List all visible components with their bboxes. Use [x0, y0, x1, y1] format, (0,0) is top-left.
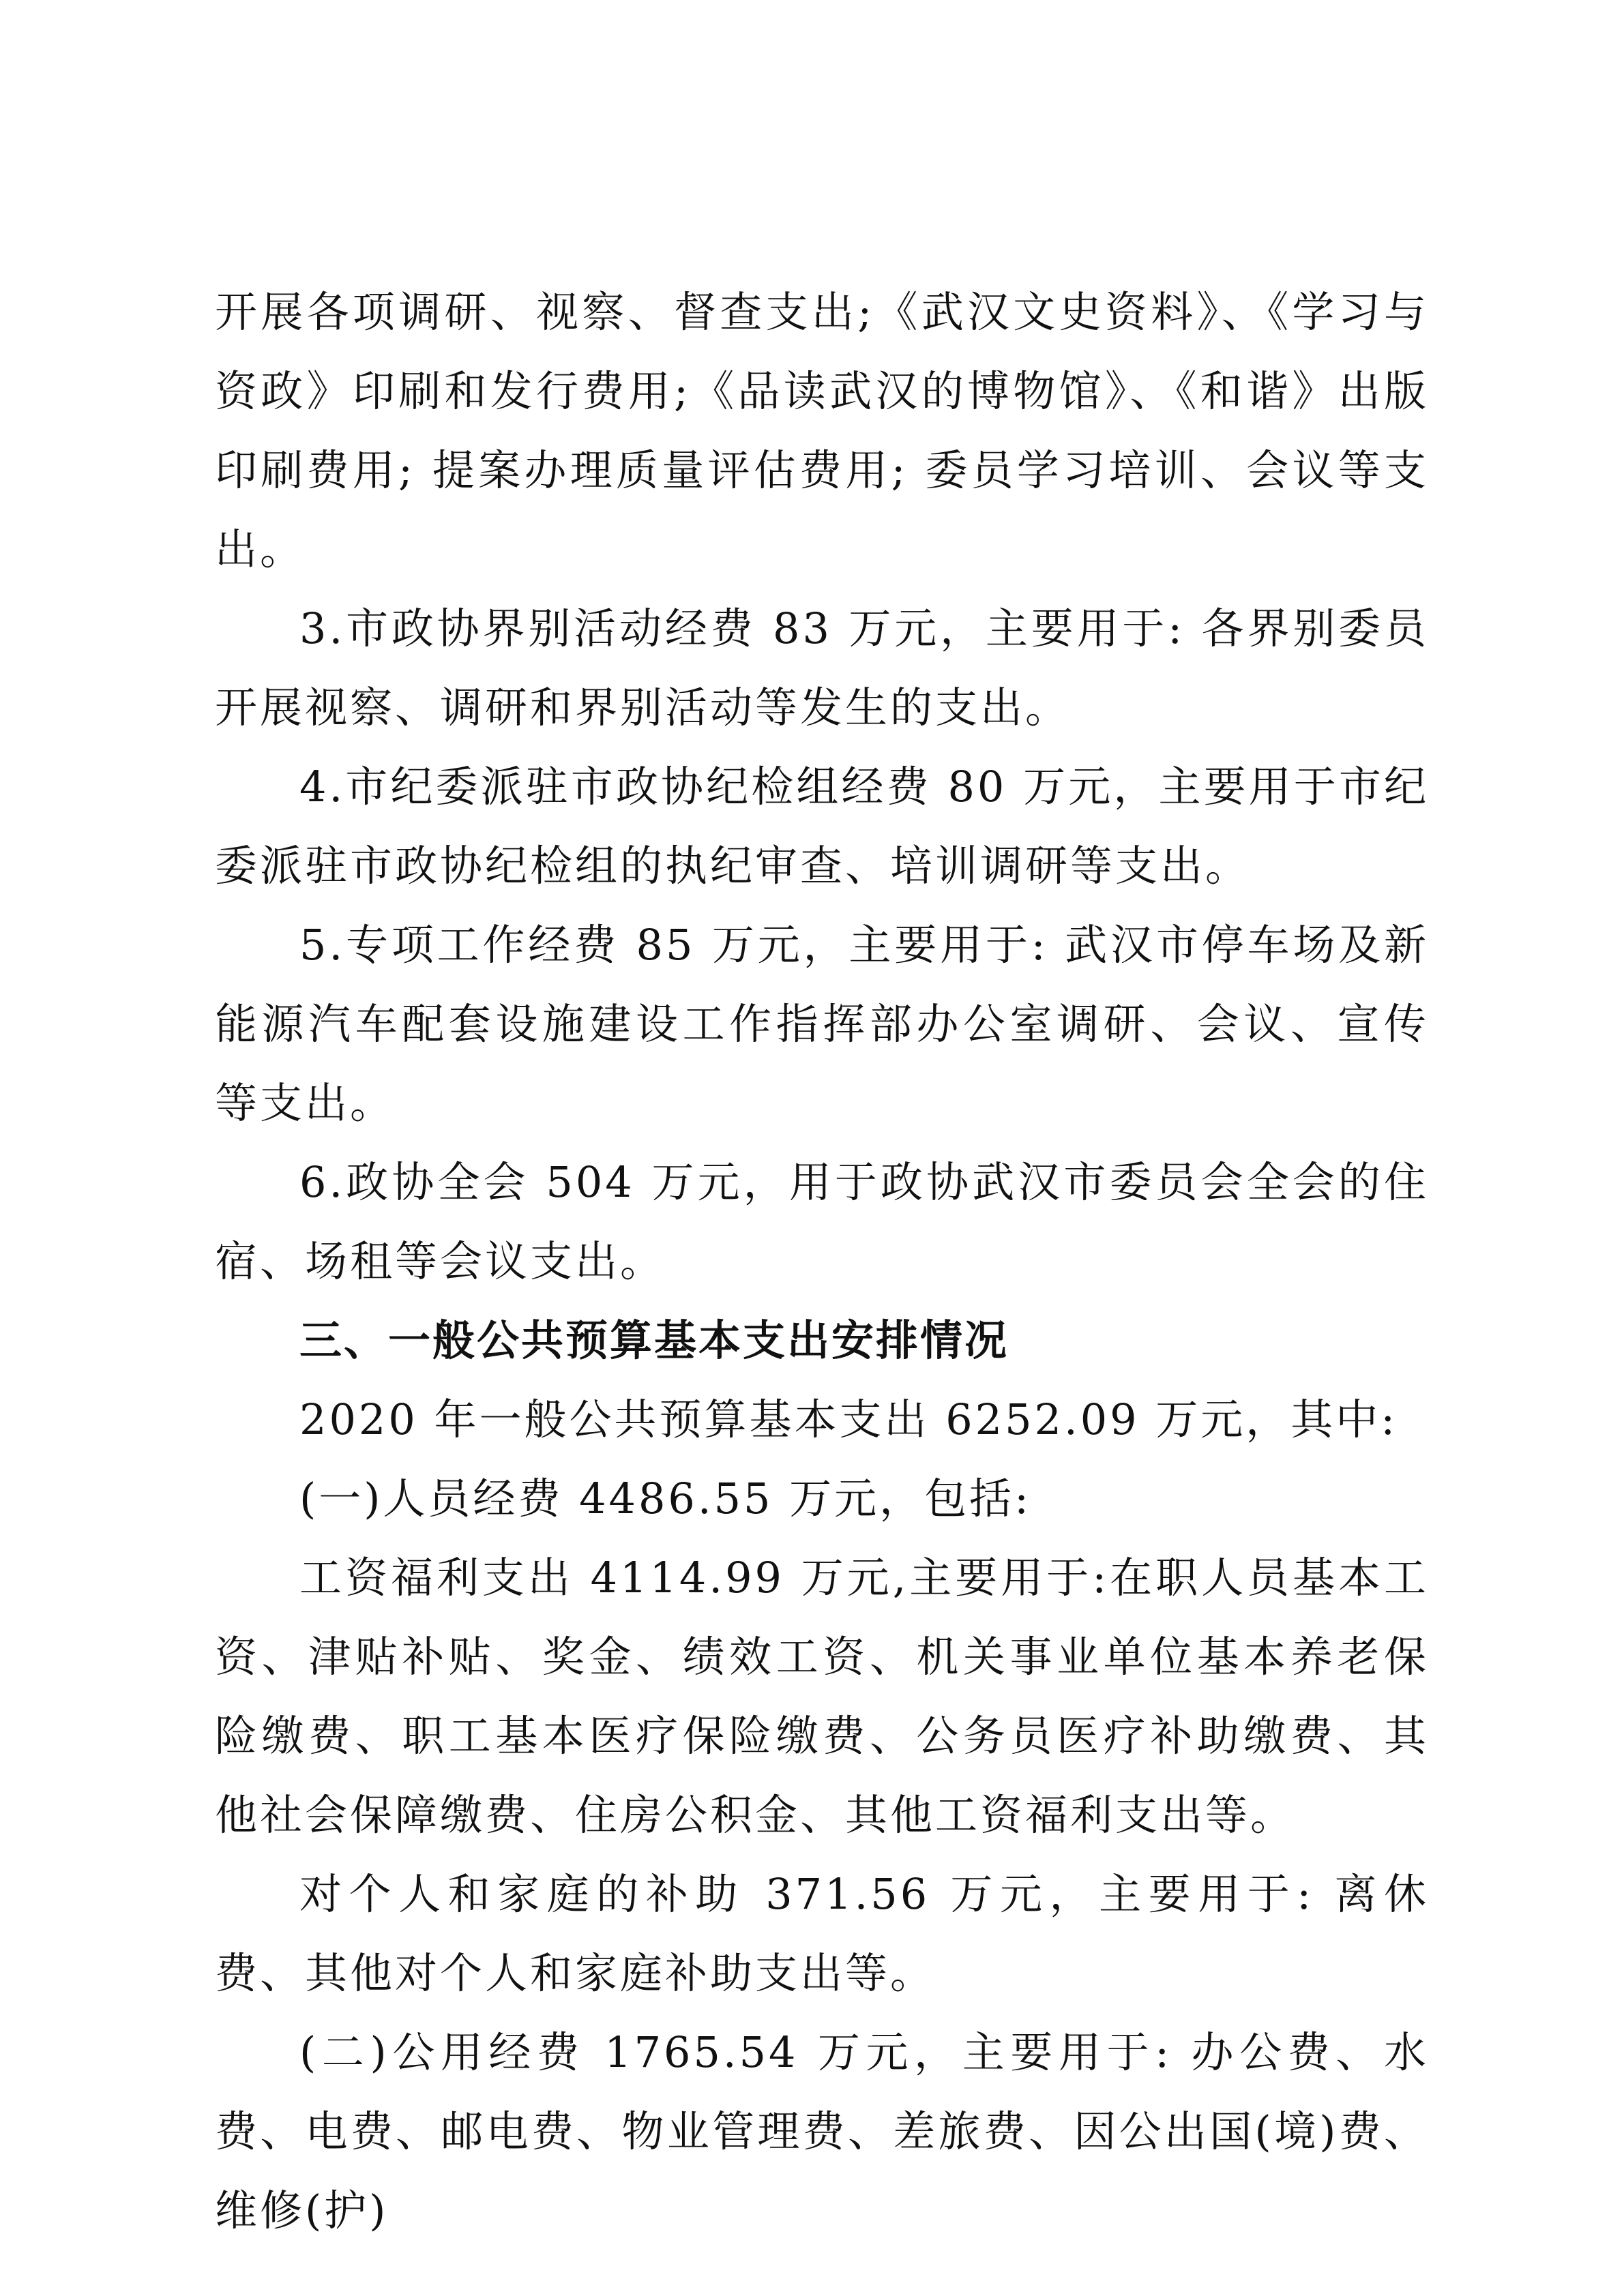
paragraph-family-subsidy: 对个人和家庭的补助 371.56 万元，主要用于: 离休费、其他对个人和家庭补助支出等。: [215, 1869, 1429, 1998]
paragraph-basic-expenditure: 2020 年一般公共预算基本支出 6252.09 万元，其中:: [299, 1395, 1398, 1444]
paragraph-item-4: 4.市纪委派驻市政协纪检组经费 80 万元，主要用于市纪委派驻市政协纪检组的执纪审查、培训调研等支出。: [215, 762, 1429, 891]
document-body: [215, 273, 1429, 2250]
paragraph-item-5: 5.专项工作经费 85 万元，主要用于: 武汉市停车场及新能源汽车配套设施建设工作指挥部办公室调研、会议、宣传等支出。: [215, 920, 1429, 1128]
paragraph-item-6: 6.政协全会 504 万元，用于政协武汉市委员会全会的住宿、场租等会议支出。: [215, 1157, 1429, 1286]
section-heading: 三、一般公共预算基本支出安排情况: [299, 1315, 1009, 1365]
paragraph-continuation: 开展各项调研、视察、督查支出;《武汉文史资料》、《学习与资政》印刷和发行费用;《品读武汉的博物馆》、《和谐》出版印刷费用; 提案办理质量评估费用; 委员学习培训、会议等支出。: [215, 287, 1429, 574]
paragraph-item-3: 3.市政协界别活动经费 83 万元，主要用于: 各界别委员开展视察、调研和界别活动等发生的支出。: [215, 603, 1429, 732]
paragraph-public-expense: (二)公用经费 1765.54 万元，主要用于: 办公费、水费、电费、邮电费、物业管理费、差旅费、因公出国(境)费、维修(护): [215, 2027, 1429, 2235]
paragraph-wage-welfare: 工资福利支出 4114.99 万元,主要用于:在职人员基本工资、津贴补贴、奖金、绩效工资、机关事业单位基本养老保险缴费、职工基本医疗保险缴费、公务员医疗补助缴费、其他社会保障缴费、住房公积金、其他工资福利支出等。: [215, 1553, 1429, 1840]
paragraph-personnel-expense: (一)人员经费 4486.55 万元，包括:: [299, 1474, 1032, 1523]
